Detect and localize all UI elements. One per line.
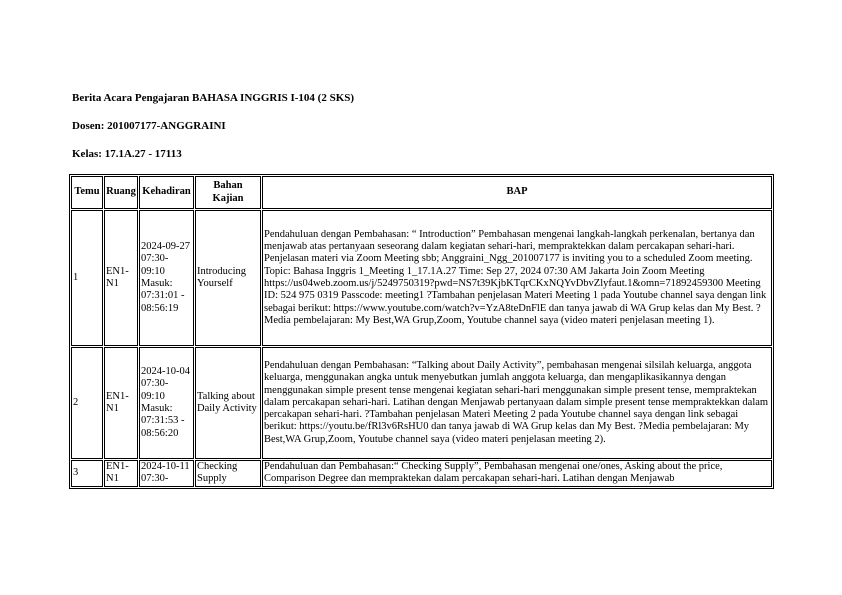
meeting-number: 1 [71, 210, 103, 346]
bap-table [69, 174, 774, 489]
table-header-row [71, 176, 772, 209]
bap-text: Pendahuluan dan Pembahasan:“ Checking Supply”, Pembahasan mengenai one/ones, Asking about the price, Comparison Degree dan mempraktekan dalam percakapan sehari-hari. Latihan dengan Menjawab [262, 460, 772, 487]
meeting-number: 2 [71, 347, 103, 459]
col-header-bap: BAP [262, 176, 772, 209]
attendance: 2024-10-04 07:30-09:10 Masuk: 07:31:53 - 08:56:20 [139, 347, 194, 459]
class-line: Kelas: 17.1A.27 - 17113 [72, 148, 182, 160]
col-header-kehadiran: Kehadiran [139, 176, 194, 209]
meeting-number: 3 [71, 460, 103, 487]
topic: Talking about Daily Activity [195, 347, 261, 459]
col-header-temu: Temu [71, 176, 103, 209]
lecturer-line: Dosen: 201007177-ANGGRAINI [72, 120, 226, 132]
table-row [71, 460, 772, 487]
topic: Introducing Yourself [195, 210, 261, 346]
topic: Checking Supply [195, 460, 261, 487]
col-header-bahan-kajian: Bahan Kajian [195, 176, 261, 209]
room: EN1-N1 [104, 210, 138, 346]
col-header-ruang: Ruang [104, 176, 138, 209]
room: EN1-N1 [104, 347, 138, 459]
table-row [71, 210, 772, 346]
attendance: 2024-09-27 07:30-09:10 Masuk: 07:31:01 - 08:56:19 [139, 210, 194, 346]
document-title: Berita Acara Pengajaran BAHASA INGGRIS I-104 (2 SKS) [72, 92, 355, 104]
bap-text: Pendahuluan dengan Pembahasan: “Talking about Daily Activity”, pembahasan mengenai silsilah keluarga, anggota keluarga, menggunakan angka untuk menyebutkan jumlah anggota keluarga, dan mengaplikasikannya dengan menggunakan simple present tense mengenai kegiatan sehari-hari menggunakan simple present tense, mempraktekan dalam percakapan sehari-hari. Latihan dengan Menjawab pertanyaan dalam simple present tense mempraktekkan dalam percakapan sehari-hari. ?Tambahan penjelasan Materi Meeting 2 pada Youtube channel saya dengan link sebagai berikut: https://youtu.be/fRl3v6RsHU0 dan tanya jawab di WA Grup kelas dan My Best. ?Media pembelajaran: My Best,WA Grup,Zoom, Youtube channel saya (video materi penjelasan meeting 2). [262, 347, 772, 459]
bap-text: Pendahuluan dengan Pembahasan: “ Introduction” Pembahasan mengenai langkah-langkah perkenalan, bertanya dan menjawab atas pertanyaan seseorang dalam kegiatan sehari-hari, mempraktekkan dalam percakapan sehari-hari. Penjelasan materi via Zoom Meeting sbb; Anggraini_Ngg_201007177 is inviting you to a scheduled Zoom meeting. Topic: Bahasa Inggris 1_Meeting 1_17.1A.27 Time: Sep 27, 2024 07:30 AM Jakarta Join Zoom Meeting https://us04web.zoom.us/j/5249750319?pwd=NS7t39KjbKTqrCKxNQYvDbvZlyfaut.1&omn=71892459300 Meeting ID: 524 975 0319 Passcode: meeting1 ?Tambahan penjelasan Materi Meeting 1 pada Youtube channel saya dengan link sebagai berikut: https://www.youtube.com/watch?v=YzA8teDnFlE dan tanya jawab di WA Grup kelas dan My Best. ?Media pembelajaran: My Best,WA Grup,Zoom, Youtube channel saya (video materi penjelasan meeting 1). [262, 210, 772, 346]
attendance: 2024-10-11 07:30- [139, 460, 194, 487]
room: EN1-N1 [104, 460, 138, 487]
table-row [71, 347, 772, 459]
